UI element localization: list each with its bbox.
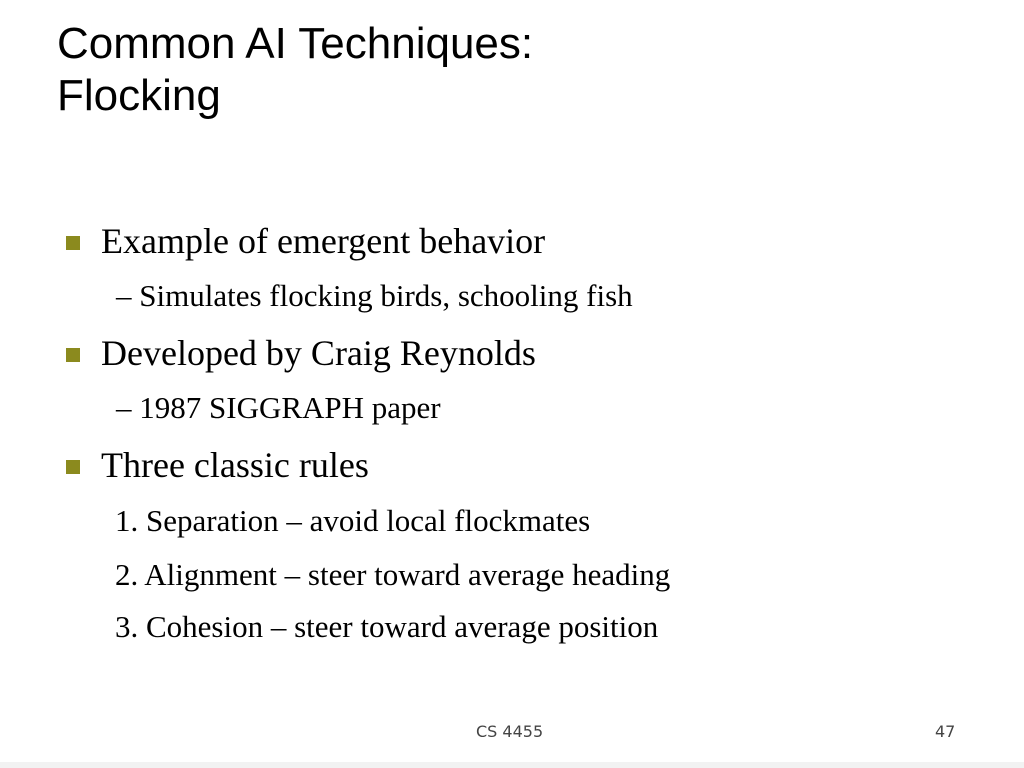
rule-separation: 1. Separation – avoid local flockmates [115, 503, 591, 538]
bullet-square-icon [66, 460, 80, 474]
rule-cohesion: 3. Cohesion – steer toward average position [115, 609, 659, 644]
bullet-square-icon [66, 236, 80, 250]
rule-alignment: 2. Alignment – steer toward average heading [115, 557, 671, 592]
footer-page-number: 47 [935, 722, 956, 741]
bottom-divider [0, 762, 1024, 768]
footer-course: CS 4455 [476, 722, 544, 741]
bullet-item-craig-reynolds: Developed by Craig Reynolds [101, 333, 536, 373]
sub-item-flocking-birds: – Simulates flocking birds, schooling fish [116, 278, 633, 313]
slide-title-line-2: Flocking [57, 71, 221, 120]
bullet-square-icon [66, 348, 80, 362]
bullet-item-three-rules: Three classic rules [101, 445, 369, 485]
sub-item-siggraph-paper: – 1987 SIGGRAPH paper [116, 390, 441, 425]
bullet-item-emergent-behavior: Example of emergent behavior [101, 221, 546, 261]
slide-title-line-1: Common AI Techniques: [57, 19, 534, 68]
